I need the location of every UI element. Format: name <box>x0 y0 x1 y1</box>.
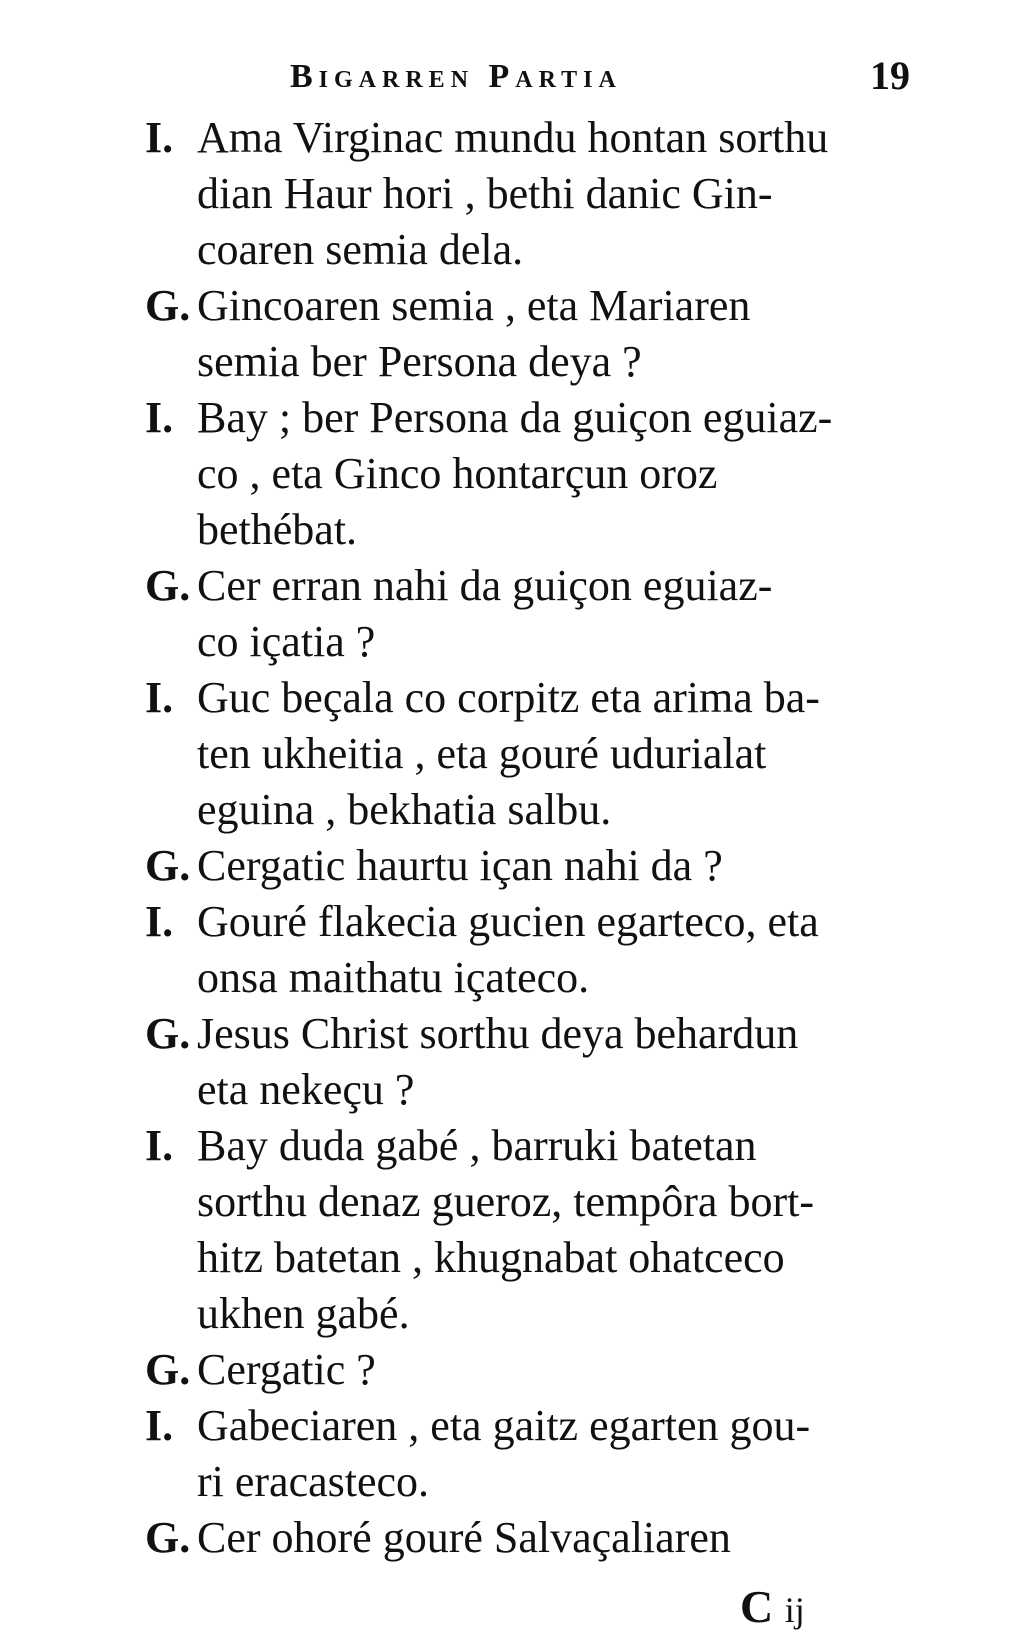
text-line: co , eta Ginco hontarçun oroz <box>197 449 718 498</box>
dialogue-entry <box>145 110 935 278</box>
dialogue-entry <box>145 390 935 558</box>
text-line: Bay duda gabé , barruki batetan <box>197 1121 757 1170</box>
dialogue-entry <box>145 1118 935 1342</box>
dialogue-entry <box>145 1006 935 1118</box>
text-line: hitz batetan , khugnabat ohatceco <box>197 1233 785 1282</box>
catechism-text <box>145 110 935 1566</box>
signature-letter: C <box>740 1581 774 1632</box>
dialogue-entry <box>145 838 935 894</box>
speaker-label: I. <box>145 393 174 442</box>
speaker-label: G. <box>145 1009 191 1058</box>
text-line: onsa maithatu içateco. <box>197 953 590 1002</box>
text-line: Gabeciaren , eta gaitz egarten gou- <box>197 1401 811 1450</box>
speaker-label: I. <box>145 113 174 162</box>
signature-number: ij <box>784 1590 805 1630</box>
text-line: coaren semia dela. <box>197 225 524 274</box>
text-line: semia ber Persona deya ? <box>197 337 642 386</box>
text-line: Gouré flakecia gucien egarteco, eta <box>197 897 819 946</box>
speaker-label: G. <box>145 1345 191 1394</box>
text-line: Gincoaren semia , eta Mariaren <box>197 281 751 330</box>
dialogue-entry <box>145 1510 935 1566</box>
text-line: ten ukheitia , eta gouré udurialat <box>197 729 767 778</box>
speaker-label: I. <box>145 897 174 946</box>
page-header <box>290 52 910 102</box>
speaker-label: G. <box>145 841 191 890</box>
text-line: Bay ; ber Persona da guiçon eguiaz- <box>197 393 833 442</box>
text-line: Ama Virginac mundu hontan sorthu <box>197 113 829 162</box>
text-line: Cergatic haurtu içan nahi da ? <box>197 841 723 890</box>
signature-mark <box>740 1580 805 1633</box>
speaker-label: I. <box>145 673 174 722</box>
running-head: Bigarren Partia <box>290 58 622 95</box>
speaker-label: G. <box>145 561 191 610</box>
text-line: bethébat. <box>197 505 358 554</box>
text-line: co içatia ? <box>197 617 376 666</box>
page-number: 19 <box>870 53 910 98</box>
speaker-label: I. <box>145 1121 174 1170</box>
dialogue-entry <box>145 558 935 670</box>
text-line: Cer erran nahi da guiçon eguiaz- <box>197 561 773 610</box>
text-line: Jesus Christ sorthu deya behardun <box>197 1009 799 1058</box>
text-line: Cer ohoré gouré Salvaçaliaren <box>197 1513 731 1562</box>
text-line: Cergatic ? <box>197 1345 376 1394</box>
dialogue-entry <box>145 670 935 838</box>
text-line: dian Haur hori , bethi danic Gin- <box>197 169 773 218</box>
speaker-label: I. <box>145 1401 174 1450</box>
dialogue-entry <box>145 1342 935 1398</box>
dialogue-entry <box>145 278 935 390</box>
text-line: eta nekeçu ? <box>197 1065 415 1114</box>
text-line: sorthu denaz gueroz, tempôra bort- <box>197 1177 814 1226</box>
text-line: ukhen gabé. <box>197 1289 410 1338</box>
text-line: Guc beçala co corpitz eta arima ba- <box>197 673 820 722</box>
speaker-label: G. <box>145 281 191 330</box>
speaker-label: G. <box>145 1513 191 1562</box>
dialogue-entry <box>145 894 935 1006</box>
text-line: eguina , bekhatia salbu. <box>197 785 612 834</box>
text-line: ri eracasteco. <box>197 1457 430 1506</box>
dialogue-entry <box>145 1398 935 1510</box>
